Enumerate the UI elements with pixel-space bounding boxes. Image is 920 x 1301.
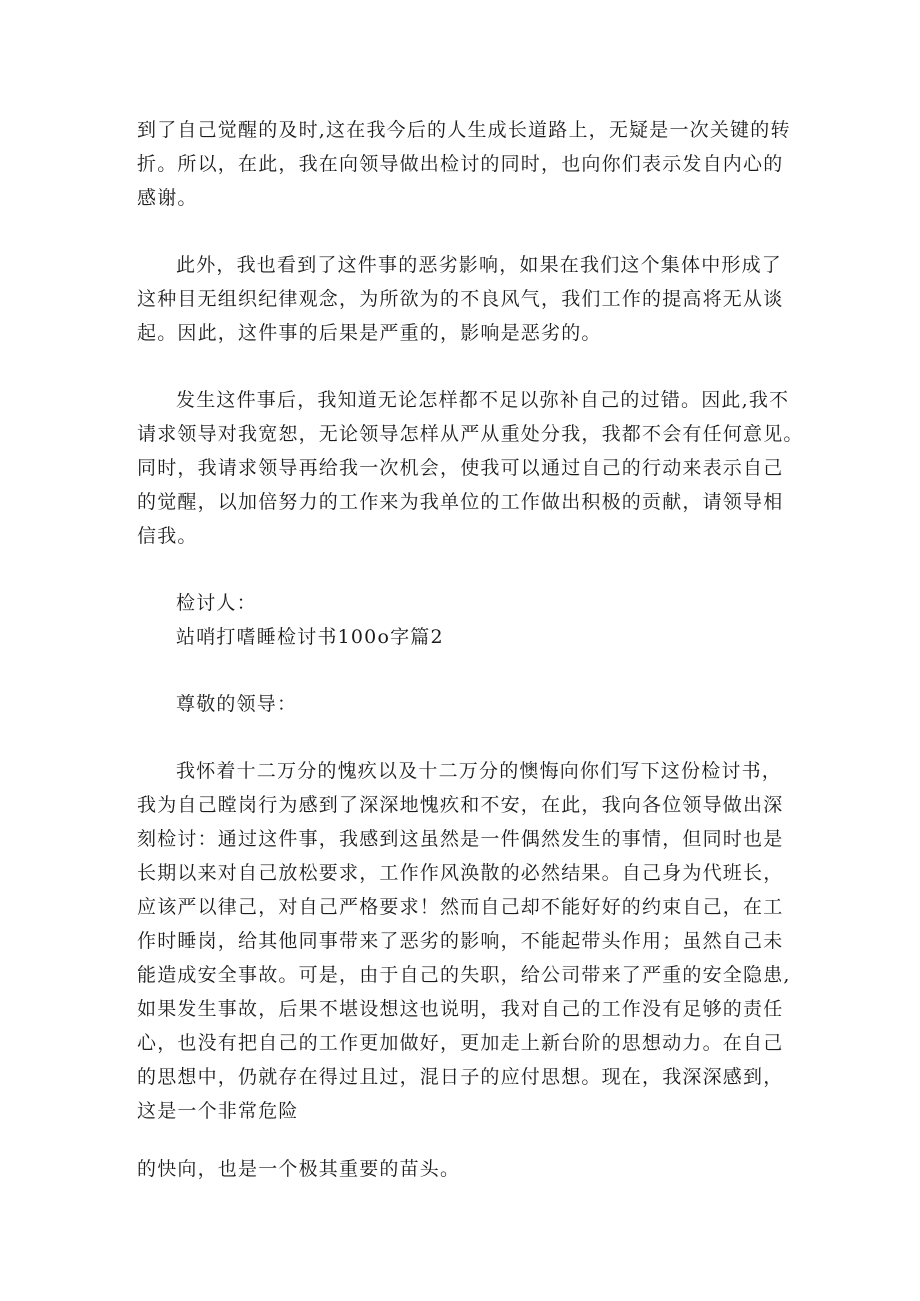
paragraph-2-line-2: 这种目无组织纪律观念，为所欲为的不良风气，我们工作的提高将无从谈 [137,288,784,310]
paragraph-3-line-1: 发生这件事后，我知道无论怎样都不足以弥补自己的过错。因此,我不 [176,389,790,411]
paragraph-6-line-8: 如果发生事故，后果不堪设想这也说明，我对自己的工作没有足够的责任 [137,998,784,1020]
paragraph-6-line-4: 长期以来对自己放松要求，工作作风涣散的必然结果。自己身为代班长， [137,862,784,884]
paragraph-6-line-2: 我为自己瞠岗行为感到了深深地愧疚和不安，在此，我向各位领导做出深 [137,794,784,816]
paragraph-6-line-10: 的思想中，仍就存在得过且过，混日子的应付思想。现在，我深深感到， [137,1066,784,1088]
paragraph-6-line-5: 应该严以律己，对自己严格要求！然而自己却不能好好的约束自己，在工 [137,896,784,918]
paragraph-1-line-1: 到了自己觉醒的及时,这在我今后的人生成长道路上，无疑是一次关键的转 [137,119,791,141]
paragraph-6-line-6: 作时睡岗，给其他同事带来了恶劣的影响，不能起带头作用；虽然自己未 [137,930,784,952]
paragraph-7-line-1: 的快向，也是一个极其重要的苗头。 [137,1158,461,1180]
paragraph-6-line-7: 能造成安全事故。可是，由于自己的失职，给公司带来了严重的安全隐患, [137,964,791,986]
paragraph-2-line-1: 此外，我也看到了这件事的恶劣影响，如果在我们这个集体中形成了 [176,254,783,276]
paragraph-1-line-3: 感谢。 [137,187,198,209]
paragraph-3-line-5: 信我。 [137,525,198,547]
paragraph-1-line-2: 折。所以，在此，我在向领导做出检讨的同时，也向你们表示发自内心的 [137,153,784,175]
greeting: 尊敬的领导： [176,693,298,715]
paragraph-6-line-9: 心，也没有把自己的工作更加做好，更加走上新台阶的思想动力。在自己 [137,1032,784,1054]
paragraph-6-line-11: 这是一个非常危险 [137,1100,299,1122]
paragraph-2-line-3: 起。因此，这件事的后果是严重的，影响是恶劣的。 [137,322,602,344]
paragraph-6-line-3: 刻检讨：通过这件事，我感到这虽然是一件偶然发生的事情，但同时也是 [137,828,784,850]
paragraph-6-line-1: 我怀着十二万分的愧疚以及十二万分的懊悔向你们写下这份检讨书， [176,760,783,782]
signature-label: 检讨人： [176,592,257,614]
section-title: 站哨打嗜睡检讨书100o字篇2 [176,626,444,648]
paragraph-3-line-2: 请求领导对我宽恕，无论领导怎样从严从重处分我，我都不会有任何意见。 [137,423,804,445]
paragraph-3-line-3: 同时，我请求领导再给我一次机会，使我可以通过自己的行动来表示自己 [137,457,784,479]
paragraph-3-line-4: 的觉醒，以加倍努力的工作来为我单位的工作做出积极的贡献，请领导相 [137,491,784,513]
